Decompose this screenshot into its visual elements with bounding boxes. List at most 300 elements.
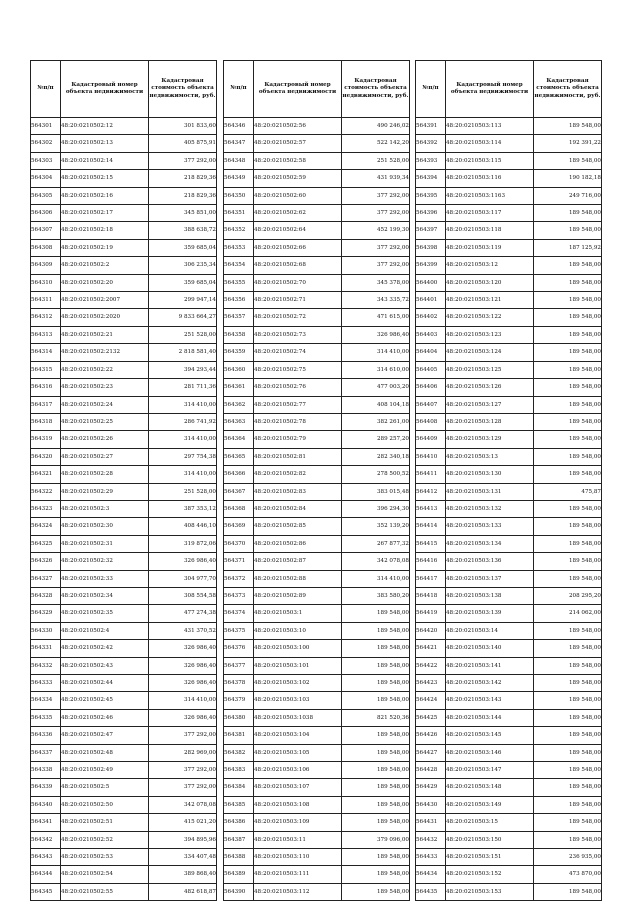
row-number: 564399 xyxy=(416,257,446,274)
cadastral-value: 314 610,00 xyxy=(342,361,410,378)
table-row xyxy=(224,849,410,866)
table-row xyxy=(224,570,410,587)
cadastral-number: 48:20:0210503:12 xyxy=(446,257,534,274)
row-number: 564361 xyxy=(224,379,254,396)
table-row xyxy=(224,187,410,204)
cadastral-number: 48:20:0210502:64 xyxy=(254,222,342,239)
row-number: 564434 xyxy=(416,866,446,883)
table-row xyxy=(224,779,410,796)
row-number: 564408 xyxy=(416,413,446,430)
cadastral-value: 189 548,00 xyxy=(534,762,602,779)
row-number: 564348 xyxy=(224,152,254,169)
cadastral-number: 48:20:0210503:113 xyxy=(446,118,534,135)
table-row xyxy=(31,605,217,622)
cadastral-number: 48:20:0210503:127 xyxy=(446,396,534,413)
cadastral-number: 48:20:0210502:19 xyxy=(61,239,149,256)
row-number: 564336 xyxy=(31,727,61,744)
cadastral-number: 48:20:0210503:1163 xyxy=(446,187,534,204)
cadastral-value: 377 292,00 xyxy=(149,762,217,779)
cadastral-number: 48:20:0210502:44 xyxy=(61,675,149,692)
cadastral-number: 48:20:0210503:150 xyxy=(446,831,534,848)
table-row xyxy=(224,553,410,570)
cadastral-value: 297 754,38 xyxy=(149,448,217,465)
table-row xyxy=(416,205,602,222)
table-row xyxy=(31,709,217,726)
cadastral-value: 189 548,00 xyxy=(534,553,602,570)
row-number: 564392 xyxy=(416,135,446,152)
table-row xyxy=(416,239,602,256)
table-row xyxy=(31,152,217,169)
cadastral-number: 48:20:0210502:56 xyxy=(254,118,342,135)
row-number: 564311 xyxy=(31,292,61,309)
cadastral-number: 48:20:0210502:35 xyxy=(61,605,149,622)
table-row xyxy=(31,239,217,256)
table-row xyxy=(224,762,410,779)
cadastral-number: 48:20:0210503:123 xyxy=(446,326,534,343)
row-number: 564406 xyxy=(416,379,446,396)
table-row xyxy=(416,640,602,657)
cadastral-number: 48:20:0210502:77 xyxy=(254,396,342,413)
row-number: 564386 xyxy=(224,814,254,831)
cadastral-number: 48:20:0210503:13 xyxy=(446,448,534,465)
table-row xyxy=(31,744,217,761)
table-row xyxy=(31,413,217,430)
table-row xyxy=(416,570,602,587)
row-number: 564339 xyxy=(31,779,61,796)
cadastral-number: 48:20:0210502:31 xyxy=(61,535,149,552)
table-row xyxy=(416,866,602,883)
cadastral-number: 48:20:0210503:122 xyxy=(446,309,534,326)
row-number: 564420 xyxy=(416,622,446,639)
table-row xyxy=(31,640,217,657)
row-number: 564367 xyxy=(224,483,254,500)
table-header-row xyxy=(224,61,410,118)
cadastral-value: 383 580,20 xyxy=(342,587,410,604)
cadastral-number: 48:20:0210502:89 xyxy=(254,587,342,604)
table-header-row xyxy=(31,61,217,118)
cadastral-value: 282 340,18 xyxy=(342,448,410,465)
table-row xyxy=(416,396,602,413)
table-row xyxy=(31,274,217,291)
header-cadastral-value: Кадастровая стоимость объекта недвижимости, руб. xyxy=(534,61,602,118)
cadastral-value: 278 500,52 xyxy=(342,466,410,483)
cadastral-value: 189 548,00 xyxy=(534,500,602,517)
table-row xyxy=(224,292,410,309)
cadastral-value: 477 003,20 xyxy=(342,379,410,396)
cadastral-number: 48:20:0210503:134 xyxy=(446,535,534,552)
header-num: №п/п xyxy=(224,61,254,118)
row-number: 564390 xyxy=(224,883,254,900)
cadastral-number: 48:20:0210502:2007 xyxy=(61,292,149,309)
row-number: 564360 xyxy=(224,361,254,378)
table-row xyxy=(31,222,217,239)
cadastral-value: 408 104,18 xyxy=(342,396,410,413)
cadastral-value: 189 548,00 xyxy=(534,727,602,744)
cadastral-value: 345 851,00 xyxy=(149,205,217,222)
row-number: 564377 xyxy=(224,657,254,674)
cadastral-value: 236 935,00 xyxy=(534,849,602,866)
cadastral-value: 314 410,00 xyxy=(149,466,217,483)
cadastral-number: 48:20:0210503:126 xyxy=(446,379,534,396)
table-row xyxy=(416,727,602,744)
cadastral-value: 189 548,00 xyxy=(534,292,602,309)
cadastral-number: 48:20:0210502:85 xyxy=(254,518,342,535)
table-row xyxy=(31,796,217,813)
cadastral-number: 48:20:0210503:143 xyxy=(446,692,534,709)
cadastral-number: 48:20:0210503:10 xyxy=(254,622,342,639)
table-row xyxy=(416,379,602,396)
cadastral-value: 218 829,36 xyxy=(149,170,217,187)
table-row xyxy=(224,692,410,709)
table-row xyxy=(416,170,602,187)
table-row xyxy=(416,535,602,552)
cadastral-number: 48:20:0210503:141 xyxy=(446,657,534,674)
table-row xyxy=(31,483,217,500)
cadastral-number: 48:20:0210503:105 xyxy=(254,744,342,761)
row-number: 564364 xyxy=(224,431,254,448)
cadastral-number: 48:20:0210502:53 xyxy=(61,849,149,866)
cadastral-number: 48:20:0210503:137 xyxy=(446,570,534,587)
cadastral-value: 189 548,00 xyxy=(342,692,410,709)
cadastral-number: 48:20:0210503:152 xyxy=(446,866,534,883)
cadastral-value: 187 125,92 xyxy=(534,239,602,256)
cadastral-value: 452 199,30 xyxy=(342,222,410,239)
cadastral-number: 48:20:0210503:112 xyxy=(254,883,342,900)
cadastral-number: 48:20:0210502:68 xyxy=(254,257,342,274)
cadastral-number: 48:20:0210503:114 xyxy=(446,135,534,152)
table-row xyxy=(416,622,602,639)
row-number: 564379 xyxy=(224,692,254,709)
cadastral-number: 48:20:0210502:74 xyxy=(254,344,342,361)
cadastral-number: 48:20:0210503:136 xyxy=(446,553,534,570)
cadastral-number: 48:20:0210502:16 xyxy=(61,187,149,204)
row-number: 564326 xyxy=(31,553,61,570)
table-row xyxy=(416,796,602,813)
table-row xyxy=(416,152,602,169)
cadastral-number: 48:20:0210503:106 xyxy=(254,762,342,779)
cadastral-number: 48:20:0210502:27 xyxy=(61,448,149,465)
cadastral-number: 48:20:0210502:13 xyxy=(61,135,149,152)
row-number: 564424 xyxy=(416,692,446,709)
row-number: 564319 xyxy=(31,431,61,448)
row-number: 564411 xyxy=(416,466,446,483)
row-number: 564305 xyxy=(31,187,61,204)
header-cadastral-value: Кадастровая стоимость объекта недвижимости, руб. xyxy=(342,61,410,118)
row-number: 564315 xyxy=(31,361,61,378)
cadastral-number: 48:20:0210502:88 xyxy=(254,570,342,587)
cadastral-number: 48:20:0210503:153 xyxy=(446,883,534,900)
cadastral-number: 48:20:0210503:116 xyxy=(446,170,534,187)
table-row xyxy=(224,727,410,744)
row-number: 564357 xyxy=(224,309,254,326)
cadastral-number: 48:20:0210502:87 xyxy=(254,553,342,570)
cadastral-value: 189 548,00 xyxy=(534,379,602,396)
table-row xyxy=(224,675,410,692)
cadastral-number: 48:20:0210502:82 xyxy=(254,466,342,483)
row-number: 564381 xyxy=(224,727,254,744)
table-row xyxy=(416,779,602,796)
cadastral-value: 387 353,12 xyxy=(149,500,217,517)
row-number: 564401 xyxy=(416,292,446,309)
table-row xyxy=(224,466,410,483)
table-row xyxy=(416,831,602,848)
table-row xyxy=(31,344,217,361)
cadastral-number: 48:20:0210502:2020 xyxy=(61,309,149,326)
row-number: 564347 xyxy=(224,135,254,152)
cadastral-number: 48:20:0210502:81 xyxy=(254,448,342,465)
cadastral-number: 48:20:0210502:25 xyxy=(61,413,149,430)
row-number: 564383 xyxy=(224,762,254,779)
cadastral-number: 48:20:0210502:32 xyxy=(61,553,149,570)
cadastral-value: 189 548,00 xyxy=(534,570,602,587)
table-row xyxy=(224,605,410,622)
table-row xyxy=(31,727,217,744)
row-number: 564302 xyxy=(31,135,61,152)
table-row xyxy=(224,744,410,761)
registry-table-2 xyxy=(223,60,410,901)
cadastral-number: 48:20:0210502:66 xyxy=(254,239,342,256)
cadastral-value: 334 407,48 xyxy=(149,849,217,866)
row-number: 564395 xyxy=(416,187,446,204)
table-row xyxy=(31,866,217,883)
row-number: 564370 xyxy=(224,535,254,552)
row-number: 564353 xyxy=(224,239,254,256)
cadastral-value: 189 548,00 xyxy=(534,257,602,274)
row-number: 564419 xyxy=(416,605,446,622)
cadastral-value: 377 292,00 xyxy=(342,187,410,204)
cadastral-number: 48:20:0210502:21 xyxy=(61,326,149,343)
row-number: 564415 xyxy=(416,535,446,552)
cadastral-number: 48:20:0210502:59 xyxy=(254,170,342,187)
table-row xyxy=(416,657,602,674)
cadastral-value: 189 548,00 xyxy=(534,413,602,430)
cadastral-value: 189 548,00 xyxy=(534,309,602,326)
row-number: 564426 xyxy=(416,727,446,744)
row-number: 564391 xyxy=(416,118,446,135)
row-number: 564351 xyxy=(224,205,254,222)
cadastral-number: 48:20:0210503:115 xyxy=(446,152,534,169)
table-row xyxy=(224,413,410,430)
table-row xyxy=(416,675,602,692)
table-row xyxy=(224,709,410,726)
row-number: 564332 xyxy=(31,657,61,674)
cadastral-number: 48:20:0210503:129 xyxy=(446,431,534,448)
cadastral-number: 48:20:0210503:142 xyxy=(446,675,534,692)
cadastral-number: 48:20:0210503:119 xyxy=(446,239,534,256)
cadastral-value: 251 528,00 xyxy=(149,483,217,500)
cadastral-value: 342 078,08 xyxy=(342,553,410,570)
row-number: 564306 xyxy=(31,205,61,222)
cadastral-value: 208 295,20 xyxy=(534,587,602,604)
row-number: 564325 xyxy=(31,535,61,552)
cadastral-value: 490 246,02 xyxy=(342,118,410,135)
cadastral-number: 48:20:0210502:18 xyxy=(61,222,149,239)
table-row xyxy=(31,570,217,587)
table-row xyxy=(416,849,602,866)
table-row xyxy=(416,709,602,726)
table-row xyxy=(224,622,410,639)
table-row xyxy=(31,379,217,396)
table-row xyxy=(416,553,602,570)
cadastral-number: 48:20:0210503:148 xyxy=(446,779,534,796)
cadastral-value: 415 021,20 xyxy=(149,814,217,831)
row-number: 564334 xyxy=(31,692,61,709)
cadastral-value: 377 292,00 xyxy=(342,205,410,222)
row-number: 564384 xyxy=(224,779,254,796)
cadastral-number: 48:20:0210503:117 xyxy=(446,205,534,222)
table-row xyxy=(31,883,217,900)
header-num: №п/п xyxy=(31,61,61,118)
registry-table-3 xyxy=(415,60,602,901)
cadastral-number: 48:20:0210503:102 xyxy=(254,675,342,692)
header-cadastral-number: Кадастровый номер объекта недвижимости xyxy=(61,61,149,118)
cadastral-value: 251 528,00 xyxy=(149,326,217,343)
cadastral-value: 189 548,00 xyxy=(342,883,410,900)
cadastral-value: 314 410,00 xyxy=(149,692,217,709)
cadastral-number: 48:20:0210502:22 xyxy=(61,361,149,378)
cadastral-value: 377 292,00 xyxy=(149,779,217,796)
row-number: 564421 xyxy=(416,640,446,657)
cadastral-value: 267 877,32 xyxy=(342,535,410,552)
cadastral-value: 189 548,00 xyxy=(342,796,410,813)
table-row xyxy=(224,535,410,552)
table-row xyxy=(224,257,410,274)
row-number: 564375 xyxy=(224,622,254,639)
cadastral-number: 48:20:0210503:149 xyxy=(446,796,534,813)
table-row xyxy=(224,205,410,222)
row-number: 564346 xyxy=(224,118,254,135)
cadastral-number: 48:20:0210502:30 xyxy=(61,518,149,535)
cadastral-number: 48:20:0210502:62 xyxy=(254,205,342,222)
row-number: 564423 xyxy=(416,675,446,692)
table-row xyxy=(31,587,217,604)
cadastral-value: 189 548,00 xyxy=(534,274,602,291)
header-cadastral-value: Кадастровая стоимость объекта недвижимости, руб. xyxy=(149,61,217,118)
cadastral-value: 319 872,06 xyxy=(149,535,217,552)
row-number: 564314 xyxy=(31,344,61,361)
table-row xyxy=(224,814,410,831)
table-row xyxy=(31,500,217,517)
table-row xyxy=(224,483,410,500)
cadastral-number: 48:20:0210502:12 xyxy=(61,118,149,135)
row-number: 564376 xyxy=(224,640,254,657)
cadastral-value: 189 548,00 xyxy=(342,605,410,622)
table-row xyxy=(31,466,217,483)
cadastral-value: 343 335,72 xyxy=(342,292,410,309)
cadastral-value: 9 833 664,27 xyxy=(149,309,217,326)
table-row xyxy=(31,257,217,274)
row-number: 564428 xyxy=(416,762,446,779)
cadastral-number: 48:20:0210502:55 xyxy=(61,883,149,900)
cadastral-value: 342 078,08 xyxy=(149,796,217,813)
cadastral-value: 189 548,00 xyxy=(342,640,410,657)
table-row xyxy=(416,361,602,378)
row-number: 564350 xyxy=(224,187,254,204)
row-number: 564354 xyxy=(224,257,254,274)
header-cadastral-number: Кадастровый номер объекта недвижимости xyxy=(254,61,342,118)
row-number: 564303 xyxy=(31,152,61,169)
cadastral-number: 48:20:0210502:48 xyxy=(61,744,149,761)
cadastral-number: 48:20:0210503:147 xyxy=(446,762,534,779)
row-number: 564397 xyxy=(416,222,446,239)
row-number: 564331 xyxy=(31,640,61,657)
cadastral-number: 48:20:0210502:49 xyxy=(61,762,149,779)
row-number: 564341 xyxy=(31,814,61,831)
cadastral-number: 48:20:0210503:107 xyxy=(254,779,342,796)
cadastral-value: 189 548,00 xyxy=(534,640,602,657)
table-row xyxy=(31,692,217,709)
table-row xyxy=(416,744,602,761)
cadastral-value: 189 548,00 xyxy=(342,779,410,796)
cadastral-value: 326 986,40 xyxy=(149,709,217,726)
cadastral-number: 48:20:0210503:145 xyxy=(446,727,534,744)
table-row xyxy=(31,657,217,674)
table-row xyxy=(224,396,410,413)
row-number: 564322 xyxy=(31,483,61,500)
table-row xyxy=(224,344,410,361)
row-number: 564374 xyxy=(224,605,254,622)
cadastral-value: 189 548,00 xyxy=(534,118,602,135)
cadastral-value: 189 548,00 xyxy=(342,727,410,744)
cadastral-value: 408 446,10 xyxy=(149,518,217,535)
cadastral-number: 48:20:0210502:71 xyxy=(254,292,342,309)
cadastral-value: 189 548,00 xyxy=(342,866,410,883)
cadastral-number: 48:20:0210503:151 xyxy=(446,849,534,866)
row-number: 564310 xyxy=(31,274,61,291)
table-row xyxy=(416,883,602,900)
cadastral-value: 326 986,40 xyxy=(342,326,410,343)
row-number: 564396 xyxy=(416,205,446,222)
cadastral-value: 189 548,00 xyxy=(534,326,602,343)
table-row xyxy=(224,796,410,813)
row-number: 564308 xyxy=(31,239,61,256)
table-row xyxy=(31,518,217,535)
table-row xyxy=(416,187,602,204)
cadastral-number: 48:20:0210502:76 xyxy=(254,379,342,396)
cadastral-number: 48:20:0210502:52 xyxy=(61,831,149,848)
table-row xyxy=(224,518,410,535)
row-number: 564323 xyxy=(31,500,61,517)
table-row xyxy=(31,431,217,448)
cadastral-number: 48:20:0210502:3 xyxy=(61,500,149,517)
cadastral-number: 48:20:0210503:130 xyxy=(446,466,534,483)
cadastral-number: 48:20:0210503:139 xyxy=(446,605,534,622)
cadastral-value: 477 274,38 xyxy=(149,605,217,622)
cadastral-value: 473 870,00 xyxy=(534,866,602,883)
row-number: 564358 xyxy=(224,326,254,343)
cadastral-number: 48:20:0210503:128 xyxy=(446,413,534,430)
cadastral-number: 48:20:0210502:14 xyxy=(61,152,149,169)
table-row xyxy=(416,292,602,309)
cadastral-value: 306 235,34 xyxy=(149,257,217,274)
cadastral-value: 189 548,00 xyxy=(534,831,602,848)
cadastral-number: 48:20:0210502:17 xyxy=(61,205,149,222)
row-number: 564422 xyxy=(416,657,446,674)
cadastral-number: 48:20:0210502:75 xyxy=(254,361,342,378)
cadastral-value: 475,87 xyxy=(534,483,602,500)
cadastral-value: 314 410,00 xyxy=(149,396,217,413)
table-row xyxy=(416,326,602,343)
table-row xyxy=(31,135,217,152)
cadastral-number: 48:20:0210503:144 xyxy=(446,709,534,726)
cadastral-number: 48:20:0210503:124 xyxy=(446,344,534,361)
cadastral-value: 189 548,00 xyxy=(534,779,602,796)
row-number: 564321 xyxy=(31,466,61,483)
cadastral-number: 48:20:0210503:132 xyxy=(446,500,534,517)
cadastral-number: 48:20:0210502:24 xyxy=(61,396,149,413)
row-number: 564349 xyxy=(224,170,254,187)
cadastral-value: 326 986,40 xyxy=(149,640,217,657)
